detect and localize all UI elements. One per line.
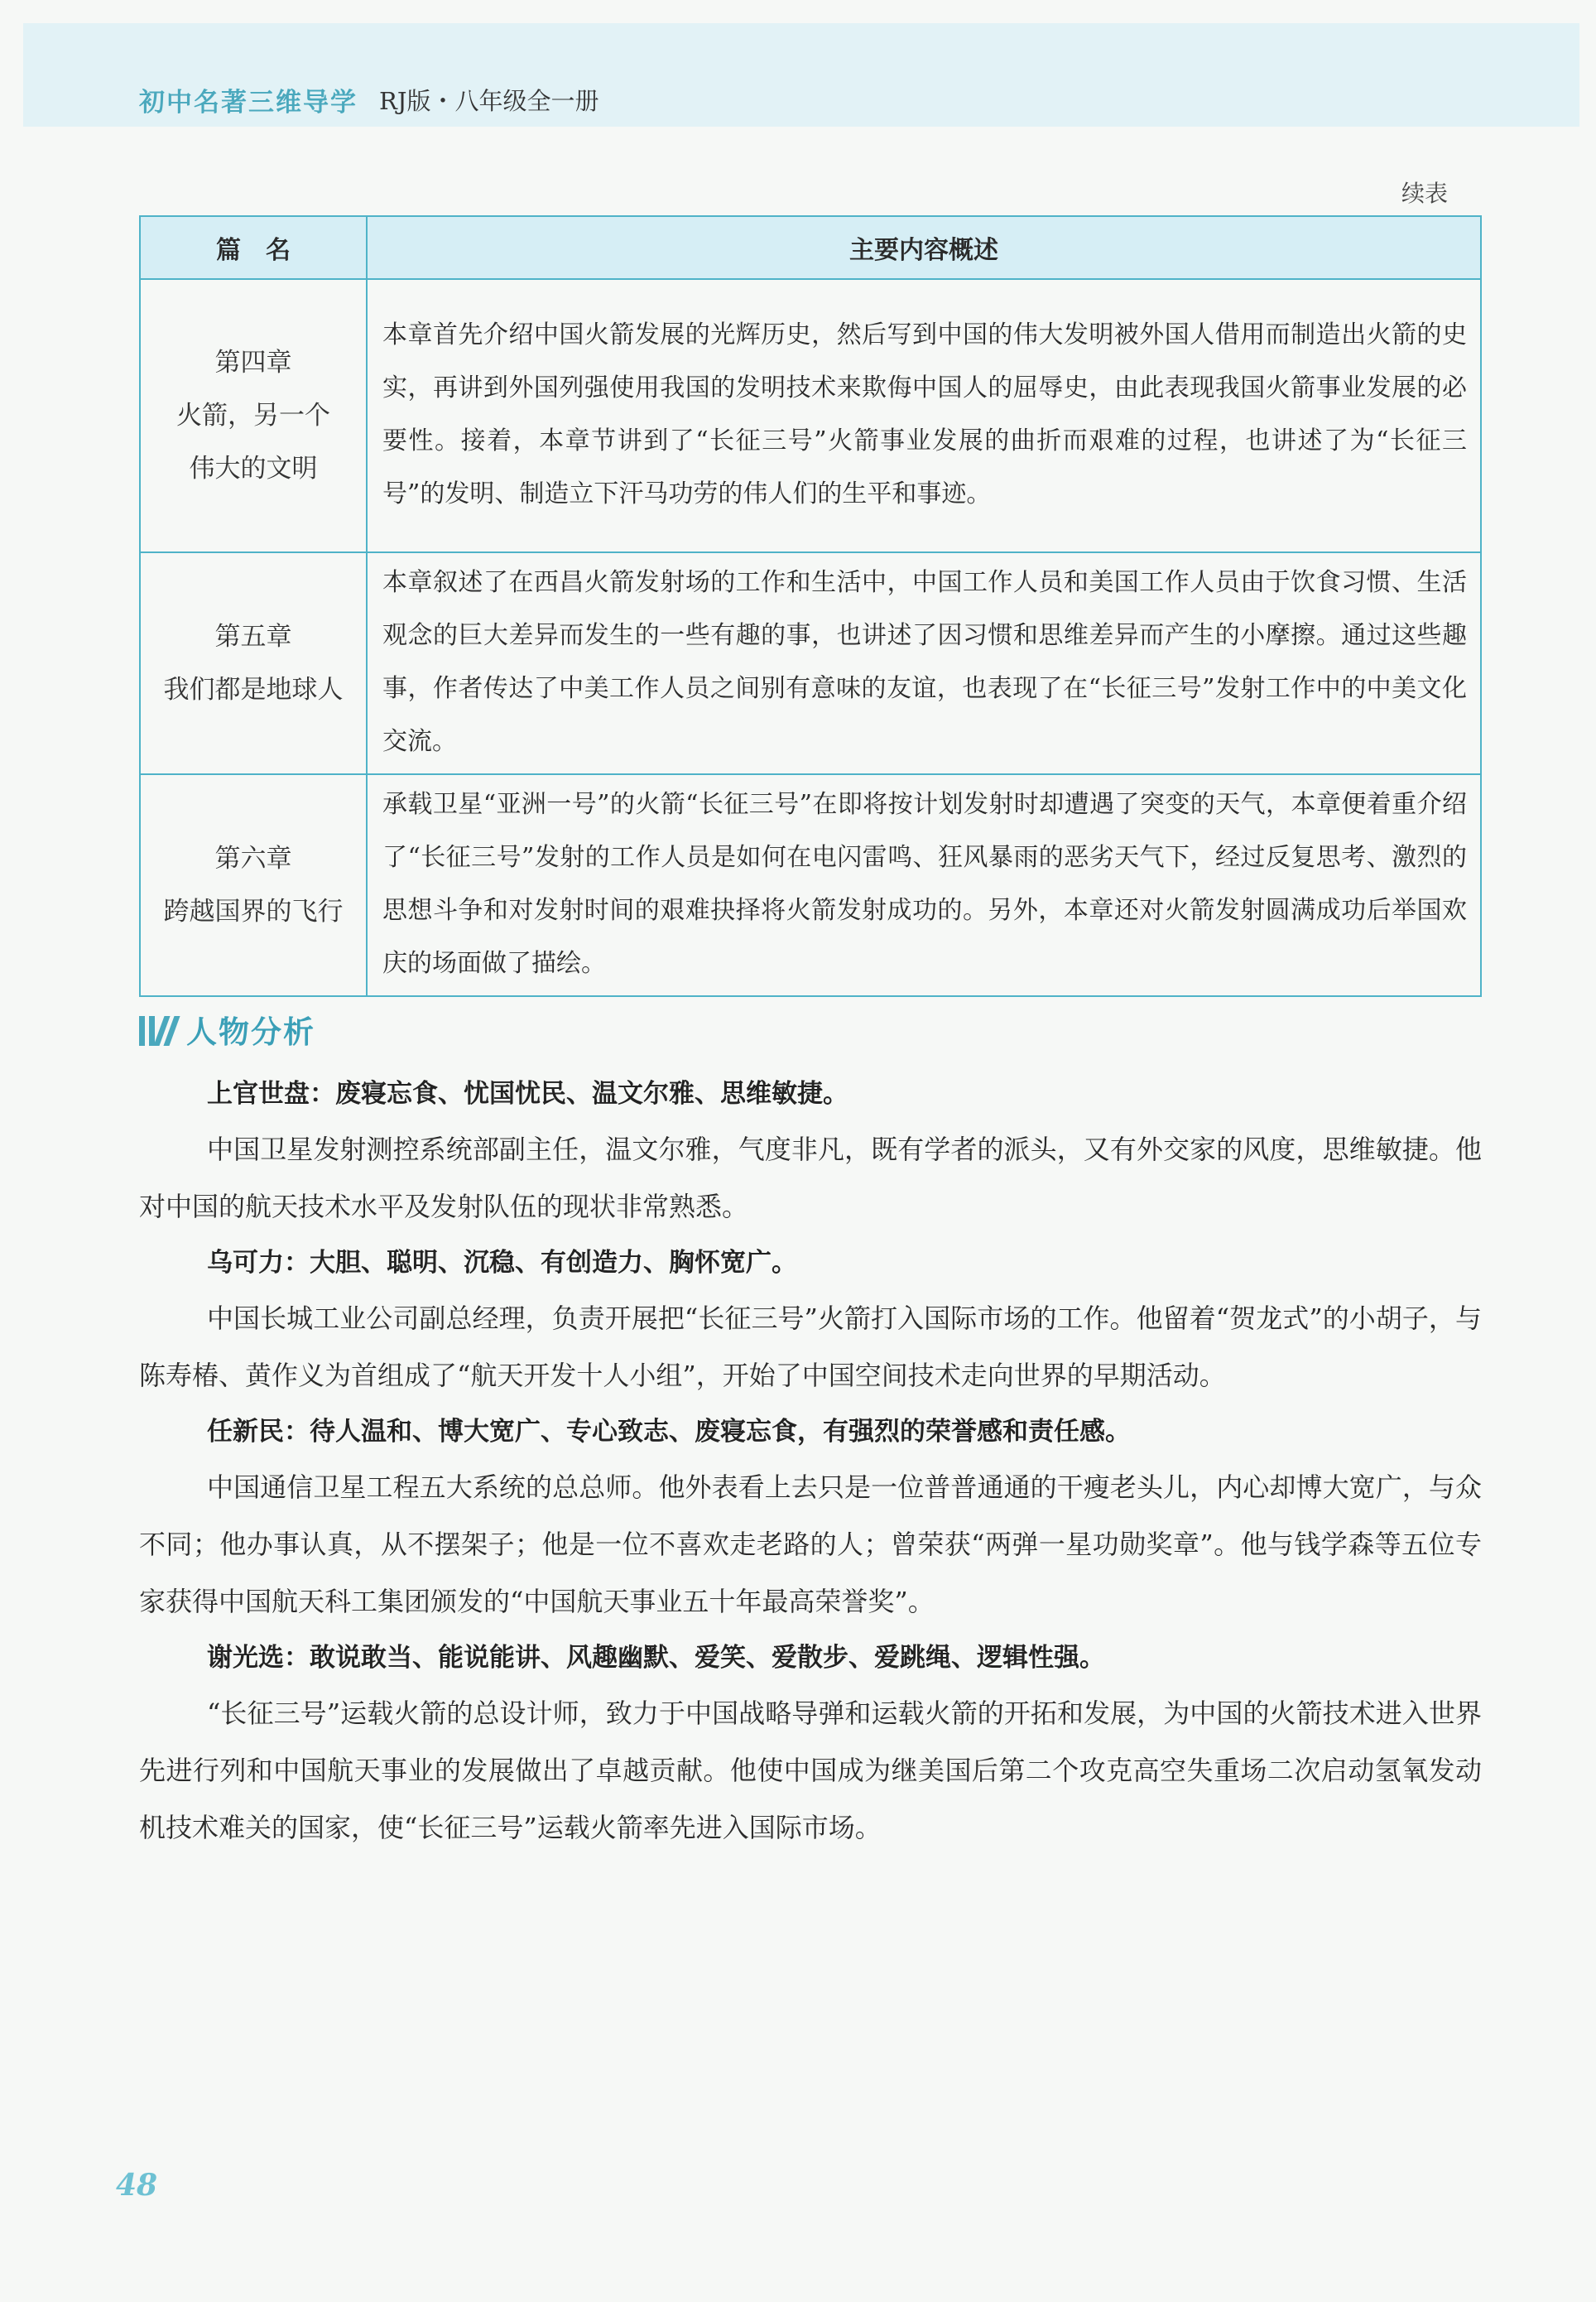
chapter-summary: 承载卫星“亚洲一号”的火箭“长征三号”在即将按计划发射时却遭遇了突变的天气，本章便着重介绍了“长征三号”发射的工作人员是如何在电闪雷鸣、狂风暴雨的恶劣天气下，经过反复思考、激烈的思想斗争和对发射时间的艰难抉择将火箭发射成功的。另外，本章还对火箭发射圆满成功后举国欢庆的场面做了描绘。 — [367, 774, 1481, 996]
chapter-name-cell — [140, 279, 367, 552]
character-description: 中国通信卫星工程五大系统的总总师。他外表看上去只是一位普普通通的干瘦老头儿，内心却博大宽广，与众不同；他办事认真，从不摆架子；他是一位不喜欢走老路的人；曾荣获“两弹一星功勋奖章”。他与钱学森等五位专家获得中国航天科工集团颁发的“中国航天事业五十年最高荣誉奖”。 — [139, 1471, 1482, 1617]
chapter-name-cell — [140, 774, 367, 996]
book-edition: RJ版・八年级全一册 — [379, 87, 599, 115]
chapter-title-line: 跨越国界的飞行 — [163, 897, 344, 927]
chapter-number: 第四章 — [214, 348, 292, 378]
character-description: “长征三号”运载火箭的总设计师，致力于中国战略导弹和运载火箭的开拓和发展，为中国的火箭技术进入世界先进行列和中国航天事业的发展做出了卓越贡献。他使中国成为继美国后第二个攻克高空失重场二次启动氢氧发动机技术难关的国家，使“长征三号”运载火箭率先进入国际市场。 — [139, 1698, 1482, 1843]
section-heading — [139, 1009, 315, 1050]
character-title: 谢光选：敢说敢当、能说能讲、风趣幽默、爱笑、爱散步、爱跳绳、逻辑性强。 — [207, 1643, 1105, 1673]
chapter-summary: 本章叙述了在西昌火箭发射场的工作和生活中，中国工作人员和美国工作人员由于饮食习惯、生活观念的巨大差异而发生的一些有趣的事，也讲述了因习惯和思维差异而产生的小摩擦。通过这些趣事，作者传达了中美工作人员之间别有意味的友谊，也表现了在“长征三号”发射工作中的中美文化交流。 — [367, 552, 1481, 774]
chapter-number: 第六章 — [214, 844, 292, 874]
chapter-title-line: 我们都是地球人 — [163, 675, 344, 705]
character-title: 任新民：待人温和、博大宽广、专心致志、废寝忘食，有强烈的荣誉感和责任感。 — [207, 1417, 1131, 1447]
column-header-chapter: 篇 名 — [140, 216, 367, 279]
page-number: 48 — [116, 2168, 158, 2203]
character-analysis — [139, 1067, 1482, 1857]
stacked-bars-icon — [139, 1013, 175, 1046]
table-header-row — [140, 216, 1481, 279]
chapter-summary-table — [139, 215, 1482, 997]
character-description: 中国卫星发射测控系统部副主任，温文尔雅，气度非凡，既有学者的派头，又有外交家的风度，思维敏捷。他对中国的航天技术水平及发射队伍的现状非常熟悉。 — [139, 1134, 1482, 1222]
book-title: 初中名著三维导学 — [139, 88, 358, 118]
table-row — [140, 774, 1481, 996]
chapter-name-cell — [140, 552, 367, 774]
column-header-summary: 主要内容概述 — [367, 216, 1481, 279]
character-title: 乌可力：大胆、聪明、沉稳、有创造力、胸怀宽广。 — [207, 1248, 797, 1278]
chapter-title-line: 火箭，另一个 — [176, 401, 330, 431]
table-row — [140, 552, 1481, 774]
table-row — [140, 279, 1481, 552]
section-title: 人物分析 — [186, 1014, 315, 1050]
chapter-summary: 本章首先介绍中国火箭发展的光辉历史，然后写到中国的伟大发明被外国人借用而制造出火箭的史实，再讲到外国列强使用我国的发明技术来欺侮中国人的屈辱史，由此表现我国火箭事业发展的必要性。接着，本章节讲到了“长征三号”火箭事业发展的曲折而艰难的过程，也讲述了为“长征三号”的发明、制造立下汗马功劳的伟人们的生平和事迹。 — [367, 279, 1481, 552]
table-continued-label: 续表 — [1401, 180, 1449, 207]
character-description: 中国长城工业公司副总经理，负责开展把“长征三号”火箭打入国际市场的工作。他留着“贺龙式”的小胡子，与陈寿椿、黄作义为首组成了“航天开发十人小组”，开始了中国空间技术走向世界的早期活动。 — [139, 1303, 1482, 1391]
chapter-title-line: 伟大的文明 — [189, 454, 318, 484]
character-title: 上官世盘：废寝忘食、忧国忧民、温文尔雅、思维敏捷。 — [207, 1079, 848, 1109]
chapter-number: 第五章 — [214, 622, 292, 652]
